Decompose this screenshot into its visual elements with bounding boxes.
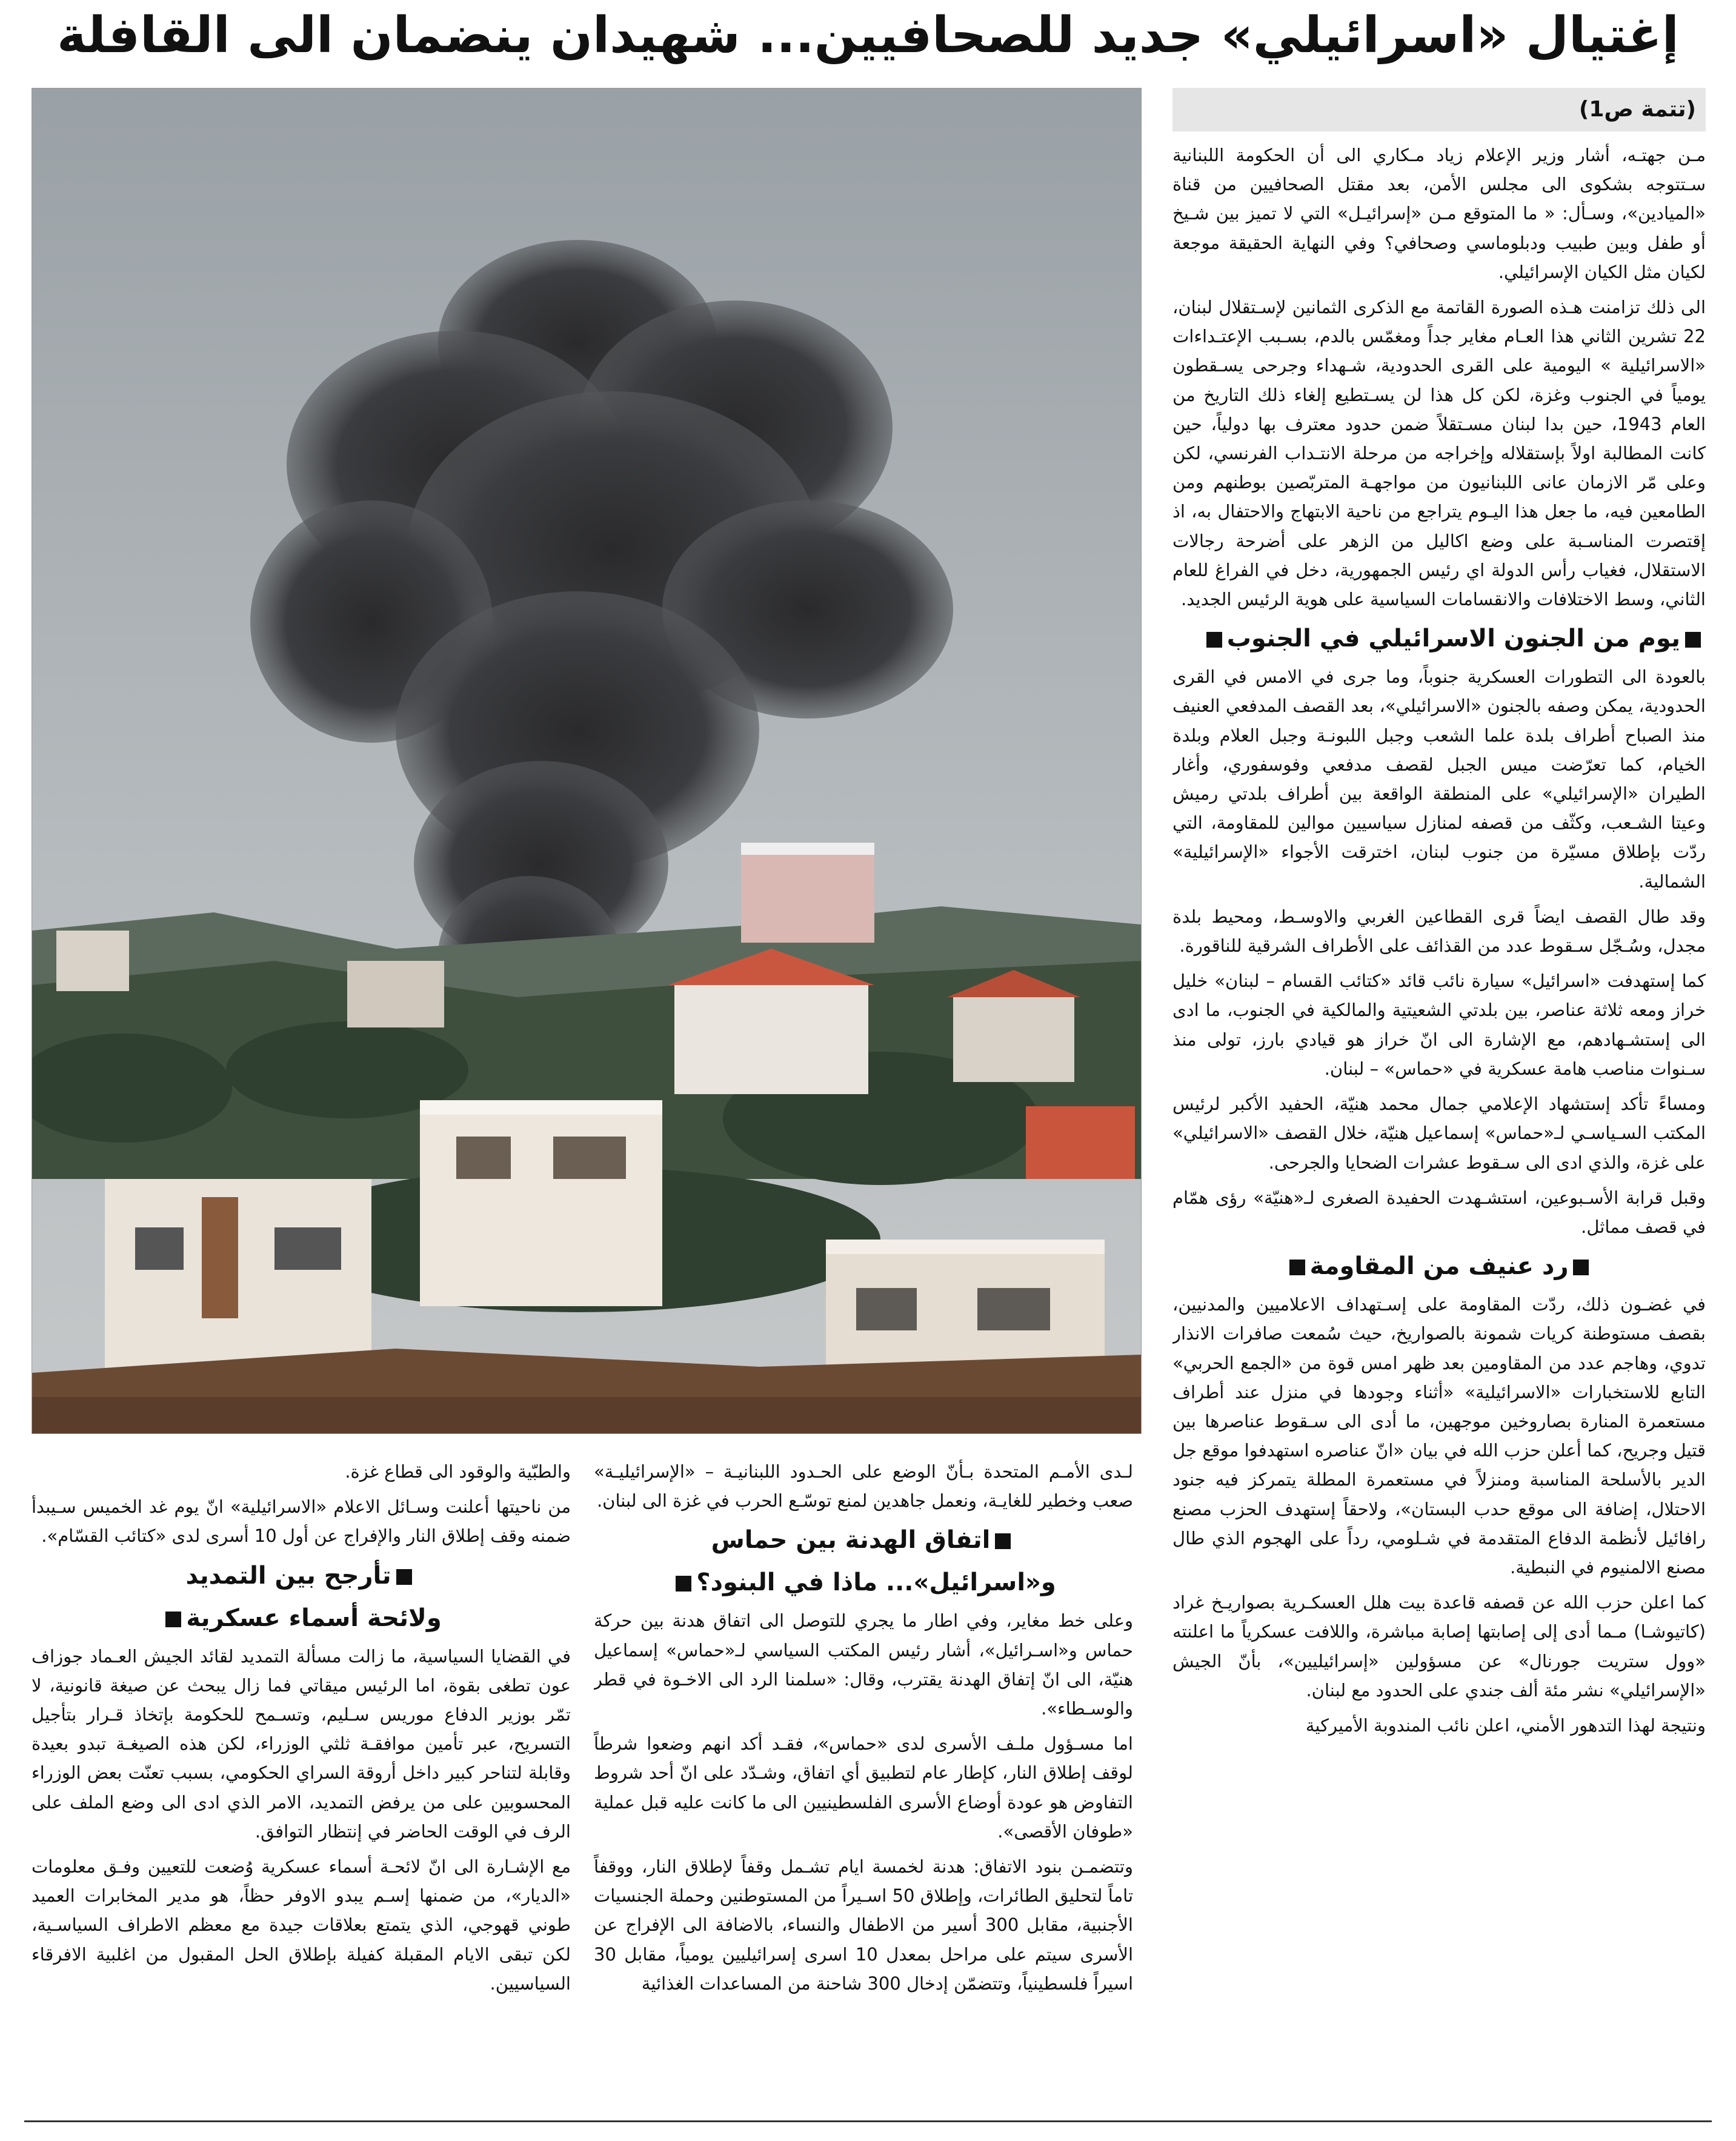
square-bullet-icon [1685, 632, 1701, 648]
smoke-cloud-over-village-photo [32, 88, 1142, 1434]
section-subheading: يوم من الجنون الاسرائيلي في الجنوب [1172, 620, 1706, 657]
article-paragraph: كما إستهدفت «اسرائيل» سيارة نائب قائد «كتائب القسام – لبنان» خليل خراز ومعه ثلاثة عناصر، بين بلدتي الشعيتية والمالكية في الجنوب، ما ادى الى إستشـهادهم، مع الإشارة الى انّ خراز هو قيادي بارز، تولى منذ سـنوات مناصب هامة عسكرية في «حماس» – لبنان. [1172, 971, 1706, 1079]
article-paragraph: وتتضمـن بنود الاتفاق: هدنة لخمسة ايام تشـمل وقفاً لإطلاق النار، ووقفاً تاماً لتحليق الطائرات، وإطلاق 50 اسـيراً من المستوطنين وحملة الجنسيات الأجنبية، مقابل 300 أسير من الاطفال والنساء، بالاضافة الى الإفراج عن الأسرى سيتم على مراحل بمعدل 10 اسرى إسرائيليين يومياً، مقابل 30 اسيراً فلسطينياً، وتتضمّن إدخال 300 شاحنة من المساعدات الغذائية [594, 1856, 1133, 1994]
bottom-rule [24, 2120, 1712, 2122]
article-paragraph: وقبل قرابة الأسـبوعين، استشـهدت الحفيدة الصغرى لـ«هنيّة» رؤى همّام في قصف مماثل. [1172, 1187, 1706, 1237]
middle-article-column [594, 1457, 1133, 2111]
article-paragraph: في القضايا السياسية، ما زالت مسألة التمديد لقائد الجيش العـماد جوزاف عون تطغى بقوة، اما الرئيس ميقاتي فما زال يبحث عن صيغة قانونية، لا تمّر بوزير الدفاع موريس سـليم، وتسـمح للحكومة بإتخاذ قـرار بتأجيل التسريح، عبر تأمين موافقـة ثلثي الوزراء، لكن هذه الصيغـة تبدو بعيدة وقابلة لتناحر كبير داخل أروقة السراي الحكومي، بسبب تعنّت بعض الوزراء المحسوبين على من يرفض التمديد، الامر الذي ادى الى وضع الملف على الرف في الوقت الحاضر في إنتظار التوافق. [32, 1645, 571, 1842]
article-paragraph: وقد طال القصف ايضاً قرى القطاعين الغربي والاوسـط، ومحيط بلدة مجدل، وسُـجّل سـقوط عدد من القذائف على الأطراف الشرقية للناقورة. [1172, 906, 1706, 957]
article-paragraph: ومساءً تأكد إستشهاد الإعلامي جمال محمد هنيّة، الحفيد الأكبر لرئيس المكتب السـياسـي لـ«حماس» إسماعيل هنيّة، خلال القصف «الاسرائيلي» على غزة، والذي ادى الى سـقوط عشرات الضحايا والجرحى. [1172, 1094, 1706, 1173]
headline: إغتيال «اسرائيلي» جديد للصحافيين... شهيدان ينضمان الى القافلة [57, 7, 1679, 64]
square-bullet-icon [995, 1533, 1011, 1549]
article-paragraph: كما اعلن حزب الله عن قصفه قاعدة بيت هلل العسكـرية بصواريـخ غراد (كاتيوشـا) مـما أدى إلى إصابتها إصابة مباشرة، واللافت عسكرياً ما اعلنته «وول ستريت جورنال» عن مسؤولين «إسرائيليين»، بأنّ الجيش «الإسرائيلي» نشر مئة ألف جندي على الحدود مع لبنان. [1172, 1592, 1706, 1701]
right-article-column [1172, 88, 1706, 2111]
article-paragraph: مـن جهتـه، أشار وزير الإعلام زياد مـكاري الى أن الحكومة اللبنانية سـتتوجه بشكوى الى مجلس الأمن، بعد مقتل الصحافيين من قناة «الميادين»، وسـأل: « ما المتوقع مـن «إسرائيـل» التي لا تميز بين شـيخ أو طفل وبين طبيب ودبلوماسي وصحافي؟ وفي النهاية الحقيقة موجعة لكيان مثل الكيان الإسرائيلي. [1172, 145, 1706, 282]
left-article-column [32, 1457, 571, 2111]
article-paragraph: اما مسـؤول ملـف الأسرى لدى «حماس»، فقـد أكد انهم وضعوا شرطاً لوقف إطلاق النار، كإطار عام لتطبيق أي اتفاق، وشـدّد على انّ أحد شروط التفاوض هو عودة أوضاع الأسرى الفلسطينيين الى ما كانت عليه قبل عملية «طوفان الأقصى». [594, 1733, 1133, 1842]
section-subheading: رد عنيف من المقاومة [1172, 1247, 1706, 1285]
article-paragraph: بالعودة الى التطورات العسكرية جنوباً، وما جرى في الامس في القرى الحدودية، يمكن وصفه بالجنون «الاسرائيلي»، بعد القصف المدفعي العنيف منذ الصباح أطراف بلدة علما الشعب وجبل اللبونـة وجبل العلام وبلدة الخيام، كما تعرّضت ميس الجبل لقصف مدفعي وفوسفوري، وأغار الطيران «الإسرائيلي» على المنطقة الواقعة بين أطراف بلدتي رميش وعيتا الشـعب، وكثّف من قصفه لمنازل سياسيين موالين للمقاومة، التي ردّت بإطلاق مسيّرة من جنوب لبنان، اخترقت الأجواء «الإسرائيلية» الشمالية. [1172, 666, 1706, 892]
section-subheading-line2: و«اسرائيل»... ماذا في البنود؟ [594, 1564, 1133, 1601]
article-paragraph: الى ذلك تزامنت هـذه الصورة القاتمة مع الذكرى الثمانين لإسـتقلال لبنان، 22 تشرين الثاني هذا العـام مغاير جداً ومغمّس بالدم، بسـبب الإعتـداءات «الاسرائيلية » اليومية على القرى الحدودية، شـهداء وجرحى يسـقطون يومياً في الجنوب وغزة، لكن كل هذا لن يسـتطيع إلغاء ذلك التاريخ من العام 1943، حين بدا لبنان مسـتقلاً ضمن حدود معترف بها دولياً، حين كانت المطالبة اولاً بإستقلاله وإخراجه من مرحلة الانتـداب الفرنسي، لكن وعلى مّر الازمان عانى اللبنانيون من مواجهـة المتربّصين بوطنهم ومن الطامعين فيه، ما جعل هذا اليـوم يتراجع من ناحية الابتهاج والاحتفال به، اذ إقتصرت المناسـبة على وضع اكاليل من الزهر على أضرحة رجالات الاستقلال، فغياب رأس الدولة اي رئيس الجمهورية، دخل في الفراغ للعام الثاني، وسط الاختلافات والانقسامات السياسية على هوية الرئيس الجديد. [1172, 297, 1706, 610]
section-subheading-line2: ولائحة أسماء عسكرية [32, 1599, 571, 1637]
article-paragraph: لـدى الأمـم المتحدة بـأنّ الوضع على الحـدود اللبنانيـة – «الإسرائيليـة» صعب وخطير للغايـة، ونعمل جاهدين لمنع توسّـع الحرب في غزة الى لبنان. [594, 1461, 1133, 1512]
section-subheading: تأرجح بين التمديد [32, 1557, 571, 1595]
article-paragraph: في غضـون ذلك، ردّت المقاومة على إسـتهداف الاعلاميين والمدنيين، بقصف مستوطنة كريات شمونة بالصواريخ، حيث سُمعت صافرات الانذار تدوي، وهاجم عدد من المقاومين بعد ظهر امس قوة من «الجمع الحربي» التابع للاستخبارات «الاسرائيلية» «أثناء وجودها في منزل عند أطراف مستعمرة المنارة بصاروخين موجهين، ما أدى الى سـقوط عناصرها بين قتيل وجريح، كما أعلن حزب الله في بيان «انّ عناصره استهدفوا موقع جل الدير بالأسلحة المناسبة ومنزلاً في مستعمرة المطلة يتمركز فيه جنود الاحتلال، إضافة الى موقع حدب البستان»، ولاحقاً إستهدف الحزب مصنع رافائيل لأنظمة الدفاع المتقدمة في شـلومي، رداً على الهجوم الذي طال مصنع الالمنيوم في النبطية. [1172, 1294, 1706, 1578]
square-bullet-icon [676, 1576, 691, 1592]
article-paragraph: والطبّية والوقود الى قطاع غزة. [345, 1461, 571, 1482]
square-bullet-icon [165, 1612, 181, 1627]
square-bullet-icon [1573, 1260, 1589, 1275]
article-paragraph: مع الإشـارة الى انّ لائحـة أسماء عسكرية وُضعت للتعيين وفـق معلومات «الديار»، من ضمنها إسـم يبدو الاوفر حظاً، هو مدير المخابرات العميد طوني قهوجي، الذي يتمتع بعلاقات جيدة مع معظم الاطراف السياسـية، لكن تبقى الايام المقبلة كفيلة بإطلاق الحل المقبول من اغلبية الافرقاء السياسيين. [32, 1856, 571, 1994]
continuation-label: (تتمة ص1) [1172, 88, 1706, 133]
article-paragraph: من ناحيتها أعلنت وسـائل الاعلام «الاسرائيلية» انّ يوم غد الخميس سـيبدأ ضمنه وقف إطلاق النار والإفراج عن أول 10 أسرى لدى «كتائب القسّام». [32, 1496, 571, 1547]
article-paragraph: وعلى خط مغاير، وفي اطار ما يجري للتوصل الى اتفاق هدنة بين حركة حماس و«اسـرائيل»، أشار رئيس المكتب السياسي لـ«حماس» إسماعيل هنيّة، الى انّ إتفاق الهدنة يقترب، وقال: «سلمنا الرد الى الاخـوة في قطر والوسـطاء». [594, 1610, 1133, 1719]
square-bullet-icon [1289, 1260, 1305, 1275]
square-bullet-icon [1206, 632, 1222, 648]
square-bullet-icon [396, 1569, 412, 1585]
article-paragraph: ونتيجة لهذا التدهور الأمني، اعلن نائب المندوبة الأميركية [1305, 1714, 1706, 1736]
section-subheading: اتفاق الهدنة بين حماس [594, 1521, 1133, 1559]
